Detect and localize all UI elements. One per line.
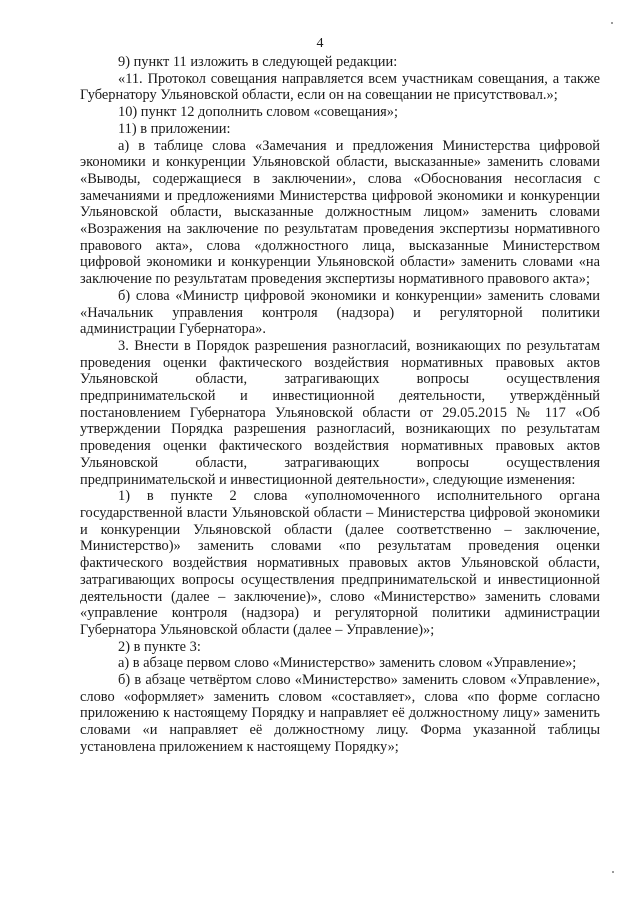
paragraph-item-9: 9) пункт 11 изложить в следующей редакции: [118,54,398,70]
document-body [80,54,600,756]
paragraph-subitem-a: а) в таблице слова «Замечания и предложения Министерства цифровой экономики и конкуренции Ульяновской области, высказанные» заменить словами «Выводы, содержащиеся в заключении», слова «Обоснования несогласия с замечаниями и предложениями Министерства цифровой экономики и конкуренции Ульяновской области, высказанные должностным лицом» заменить словами «Возражения на заключение по результатам проведения экспертизы нормативного правового акта», слова «должностного лица, высказанные Министерством цифровой экономики и конкуренции Ульяновской области» заменить словами «на заключение по результатам проведения экспертизы нормативного правового акта»; [80,137,600,288]
paragraph-item-10: 10) пункт 12 дополнить словом «совещания»; [118,104,398,121]
paragraph-section-3-item-1: 1) в пункте 2 слова «уполномоченного исполнительного органа государственной власти Ульяновской области – Министерства цифровой экономики и конкуренции Ульяновской области (далее соответственно – заключение, Министерство)» заменить словами «по результатам проведения оценки фактического воздействия нормативных правовых актов Ульяновской области, затрагивающих вопросы осуществления предпринимательской и инвестиционной деятельности (далее – заключение)», слово «Министерство» заменить словами «управление контроля (надзора) и регуляторной политики администрации Губернатора Ульяновской области (далее – Управление)»; [80,488,600,638]
paragraph-subitem-b: б) слова «Министр цифровой экономики и конкуренции» заменить словами «Начальник управления контроля (надзора) и регуляторной политики администрации Губернатора». [80,287,600,338]
paragraph-section-3-item-2-a: а) в абзаце первом слово «Министерство» заменить словом «Управление»; [118,655,577,672]
paragraph-item-11: 11) в приложении: [118,120,231,137]
paragraph-section-3-item-2-b: б) в абзаце четвёртом слово «Министерство» заменить словом «Управление», слово «оформляет» заменить словом «составляет», слова «по форме согласно приложению к настоящему Порядку и направляет её должностному лицу» заменить словами «и направляет её должностному лицу. Форма указанной таблицы установлена приложением к настоящему Порядку»; [80,672,600,755]
paragraph-quote-item-11: «11. Протокол совещания направляется всем участникам совещания, а также Губернатору Ульяновской области, если он на совещании не присутствовал.»; [80,70,600,104]
scan-dot-bottom-right [612,871,614,873]
scan-dot-top-right [611,22,613,24]
page-number: 4 [316,36,324,51]
paragraph-section-3-item-2: 2) в пункте 3: [118,638,201,655]
paragraph-section-3: 3. Внести в Порядок разрешения разногласий, возникающих по результатам проведения оценки фактического воздействия нормативных правовых актов Ульяновской области, затрагивающих вопросы осуществления предпринимательской и инвестиционной деятельности, утверждённый постановлением Губернатора Ульяновской области от 29.05.2015 № 117 «Об утверждении Порядка разрешения разногласий, возникающих по результатам проведения оценки фактического воздействия нормативных правовых актов Ульяновской области, затрагивающих вопросы осуществления предпринимательской и инвестиционной деятельности», следующие изменения: [80,337,600,488]
